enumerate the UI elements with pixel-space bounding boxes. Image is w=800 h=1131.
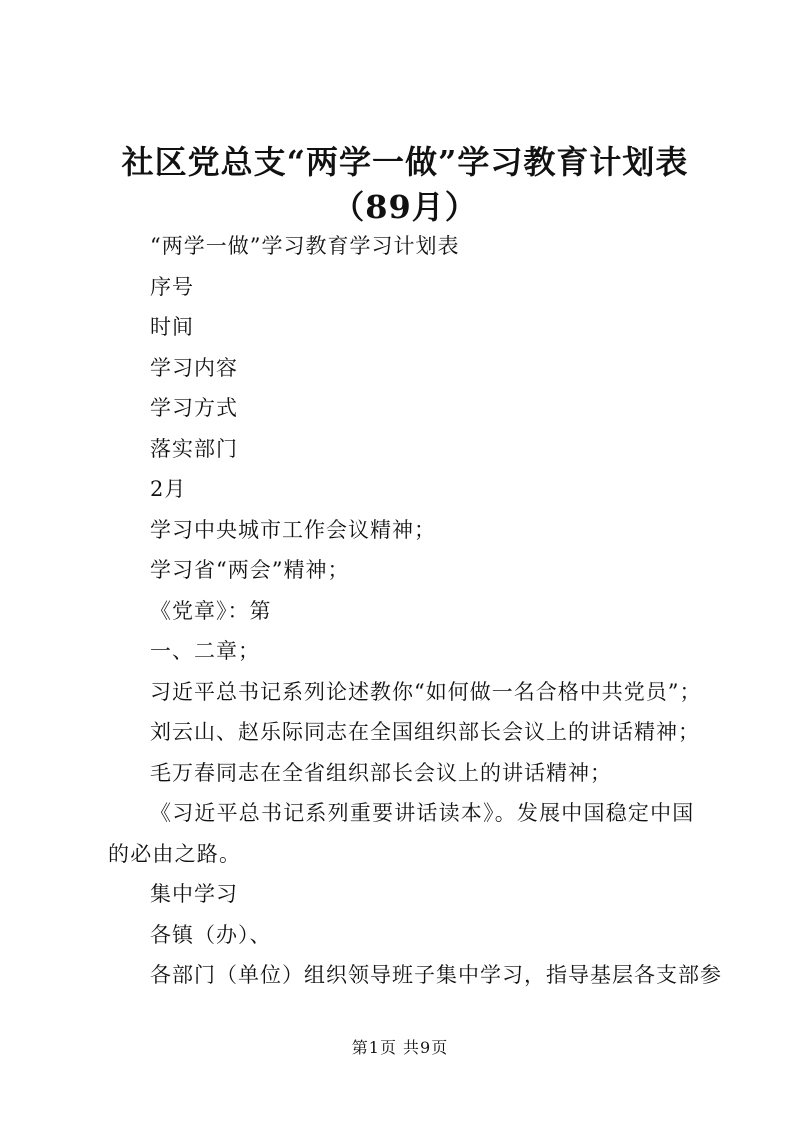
body-line: 一、二章； <box>150 639 260 663</box>
page-footer: 第1页 共9页 <box>351 1038 449 1057</box>
body-line: 各部门（单位）组织领导班子集中学习，指导基层各支部参 <box>150 963 722 987</box>
body-line: 序号 <box>150 274 194 299</box>
body-line: 《习近平总书记系列重要讲话读本》。发展中国稳定中国的必由之路。 <box>108 801 695 866</box>
document-body <box>108 226 722 996</box>
body-line: 学习内容 <box>150 355 238 380</box>
body-line: 集中学习 <box>150 882 238 906</box>
body-line: 学习方式 <box>150 396 238 420</box>
body-line: 2月 <box>150 477 187 501</box>
body-line: 学习省“两会”精神； <box>150 558 350 582</box>
body-line: 习近平总书记系列论述教你“如何做一名合格中共党员”； <box>150 679 702 704</box>
body-line: 各镇（办）、 <box>150 922 272 947</box>
document-title: 社区党总支“两学一做”学习教育计划表（89月） <box>121 143 689 226</box>
body-line: 毛万春同志在全省组织部长会议上的讲话精神； <box>150 760 612 785</box>
body-line: 时间 <box>150 315 194 339</box>
body-line: 刘云山、赵乐际同志在全国组织部长会议上的讲话精神； <box>150 720 700 744</box>
body-line: “两学一做”学习教育学习计划表 <box>150 234 460 258</box>
body-line: 学习中央城市工作会议精神； <box>150 517 436 542</box>
body-line: 落实部门 <box>150 436 238 461</box>
body-line: 《党章》：第 <box>150 598 272 623</box>
